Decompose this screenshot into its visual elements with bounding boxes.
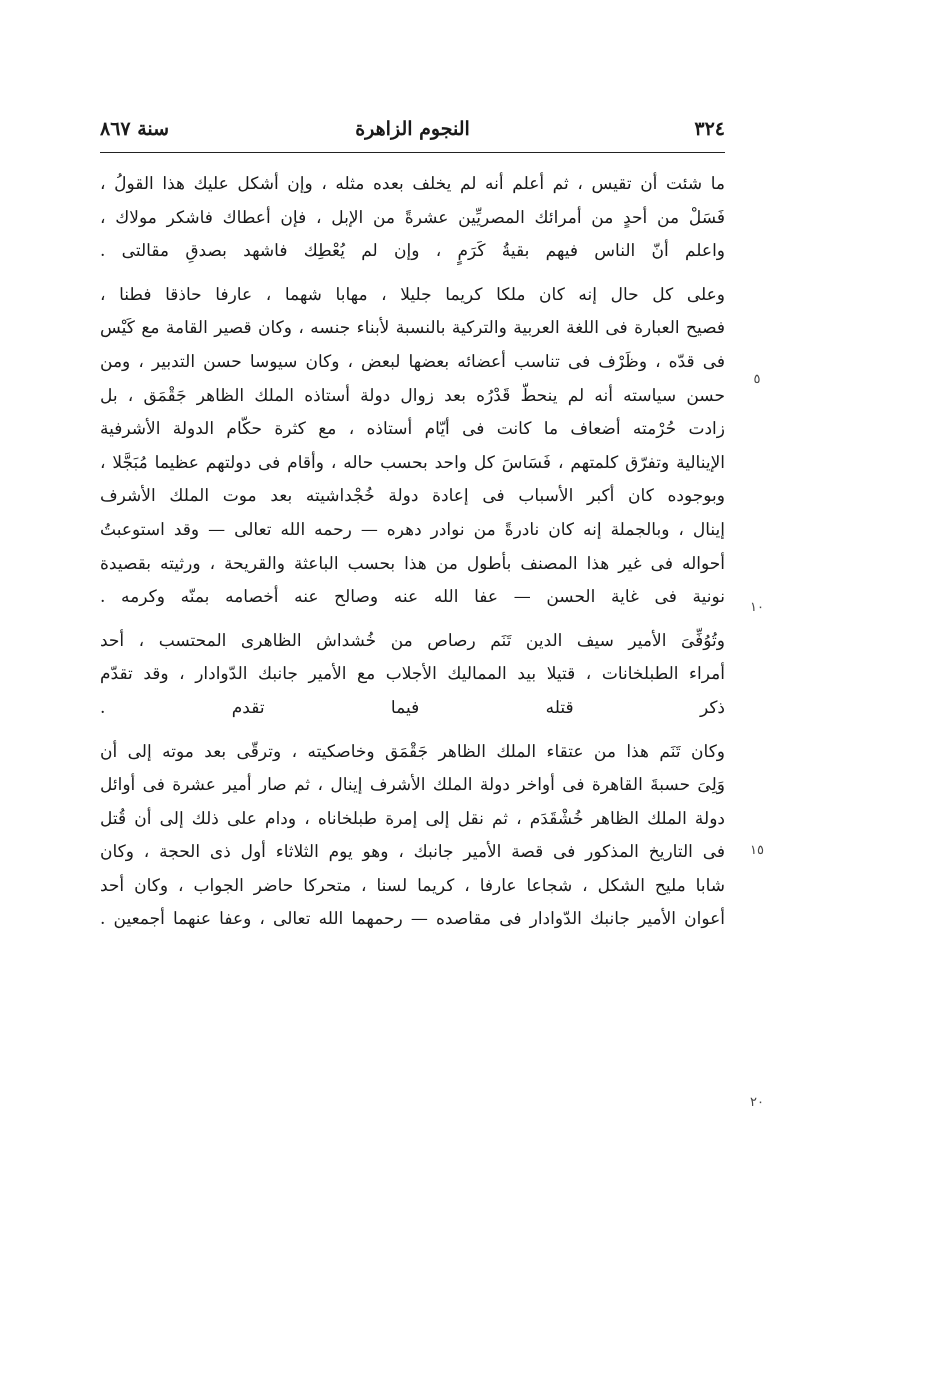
text-line: وتُوُفِّىَ الأمير سيف الدين تَنَم رصاص من خُشداش الظاهرى المحتسب ، أحد xyxy=(100,630,725,651)
text-line: أعوان الأمير جانبك الدّوادار فى مقاصده — رحمهما الله تعالى ، وعفا عنهما أجمعين . xyxy=(100,909,725,930)
text-line: فصيح العبارة فى اللغة العربية والتركية بالنسبة لأبناء جنسه ، وكان قصير القامة مع كَيْس xyxy=(100,318,725,339)
text-line: ما شئت أن تقيس ، ثم أعلم أنه لم يخلف بعده مثله ، وإن أشكل عليك هذا القولُ ، xyxy=(100,174,725,194)
text-line: إينال ، وبالجملة إنه كان نادرةً من نوادر دهره — رحمه الله تعالى — وقد استوعبتُ xyxy=(100,519,725,540)
page-header xyxy=(100,118,725,150)
text-line: الإينالية وتفرّق كلمتهم ، فَسَاسَ كل واحد بحسب حاله ، وأقام فى دولتهم عظيما مُبَجَّلا ، xyxy=(100,452,725,473)
text-line: وعلى كل حال إنه كان ملكا كريما جليلا ، مهابا شهما ، عارفا حاذقا فطنا ، xyxy=(100,284,725,305)
line-number-5: ٥ xyxy=(753,372,761,387)
text-line: وَلِىَ حسبةَ القاهرة فى أواخر دولة الملك الأشرف إينال ، ثم صار أمير عشرة فى أوائل xyxy=(100,775,725,796)
line-number-20: ٢٠ xyxy=(750,1095,764,1110)
text-line: نونية فى غاية الحسن — عفا الله عنه وصالح عنه أخصامه بمنّه وكرمه . xyxy=(100,587,725,608)
year-label: سنة ٨٦٧ xyxy=(100,118,170,140)
line-number-10: ١٠ xyxy=(750,600,764,615)
line-number-15: ١٥ xyxy=(750,843,764,858)
paragraph xyxy=(100,279,725,615)
text-line: ذكر قتله فيما تقدم . xyxy=(100,697,725,718)
paragraph xyxy=(100,168,725,269)
text-line: وبوجوده كان أكبر الأسباب فى إعادة دولة خُجْداشيته بعد موت الملك الأشرف xyxy=(100,486,725,507)
text-line: أحواله فى غير هذا المصنف بأطول من هذا بحسب الباعثة والقريحة ، ورثيته بقصيدة xyxy=(100,553,725,574)
text-line: أمراء الطبلخانات ، قتيلا بيد المماليك الأجلاب مع الأمير جانبك الدّوادار ، وقد تقدّم xyxy=(100,664,725,685)
text-line: واعلم أنّ الناس فيهم بقيةُ كَرَمٍ ، وإن لم يُعْطِك فاشهد بصدقِ مقالتى . xyxy=(100,241,725,262)
page-number: ٣٢٤ xyxy=(694,118,725,140)
text-line: فى قدّه ، وظَرْف فى تناسب أعضائه بعضها لبعض ، وكان سيوسا حسن التدبير ، ومن xyxy=(100,351,725,372)
text-line: وكان تَنَم هذا من عتقاء الملك الظاهر جَقْمَق وخاصكيته ، وترقّى بعد موته إلى أن xyxy=(100,741,725,762)
text-line: حسن سياسته أنه لم ينحطّ قَدْرُه بعد زوال دولة أستاذه الملك الظاهر جَقْمَق ، بل xyxy=(100,385,725,406)
text-line: زادت حُرْمته أضعاف ما كانت فى أيّام أستاذه ، مع كثرة حكّام الدولة الأشرفية xyxy=(100,419,725,440)
header-rule xyxy=(100,152,725,153)
text-line: شابا مليح الشكل ، شجاعا عارفا ، كريما لسنا ، متحركا حاضر الجواب ، وكان أحد xyxy=(100,875,725,896)
body-text xyxy=(100,168,725,947)
text-line: دولة الملك الظاهر خُشْقَدَم ، ثم نقل إلى إمرة طبلخاناه ، ودام على ذلك إلى أن قُتل xyxy=(100,808,725,829)
paragraph xyxy=(100,736,725,938)
text-line: فَسَلْ من أحدٍ من أمرائك المصريِّين عشرةً من الإبل ، فإن أعطاك فاشكر مولاك ، xyxy=(100,207,725,228)
paragraph xyxy=(100,625,725,726)
text-line: فى التاريخ المذكور فى قصة الأمير جانبك ، وهو يوم الثلاثاء أول ذى الحجة ، وكان xyxy=(100,842,725,863)
running-title: النجوم الزاهرة xyxy=(355,118,470,140)
